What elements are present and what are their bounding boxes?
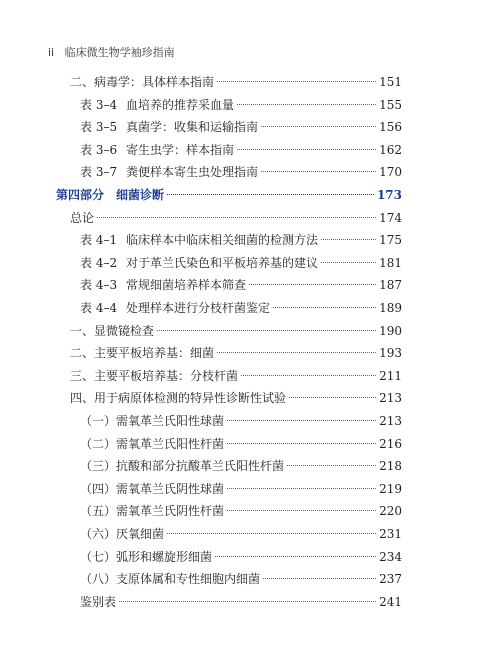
toc-part-heading[interactable] [56,184,402,206]
toc-entry[interactable] [80,297,402,319]
toc-entry[interactable] [70,342,402,364]
toc-page-number: 220 [379,504,402,519]
toc-entry[interactable] [80,94,402,116]
toc-page-number: 213 [379,414,402,428]
toc-entry[interactable] [80,274,402,296]
toc-page-number: 231 [379,527,402,541]
toc-table-number: 表 3–5 [80,120,118,135]
toc-entry[interactable] [80,410,402,432]
toc-entry-label: 二、病毒学：具体样本指南 [70,75,215,89]
toc-page-number: 156 [379,120,402,135]
toc-table-number: 表 3–6 [80,142,118,157]
toc-entry-label: （七）弧形和螺旋形细菌 [80,549,213,564]
toc-entry-title: 对于革兰氏染色和平板培养基的建议 [126,255,319,270]
toc-entry-title: 真菌学：收集和运输指南 [126,120,259,135]
book-title: 临床微生物学袖珍指南 [64,46,175,59]
toc-table-number: 表 4–3 [80,278,118,293]
toc-entry[interactable] [80,139,402,161]
toc-entry-label: （二）需氧革兰氏阳性杆菌 [80,436,225,451]
dot-leader [321,238,376,240]
toc-entry-label: 二、主要平板培养基：细菌 [70,346,215,361]
toc-entry-label: （三）抗酸和部分抗酸革兰氏阳性杆菌 [80,459,285,474]
dot-leader [227,487,376,489]
dot-leader [261,170,376,172]
toc-table-number: 表 3–4 [80,97,118,112]
toc-table-number: 表 3–7 [80,165,118,180]
toc-entry[interactable] [70,365,402,387]
toc-entry-title: 处理样本进行分枝杆菌鉴定 [126,301,271,315]
toc-entry-label: 四、用于病原体检测的特异性诊断性试验 [70,391,287,406]
toc-page-number: 237 [379,572,402,587]
toc-entry[interactable] [80,116,402,138]
toc-entry-label: 三、主要平板培养基：分枝杆菌 [70,368,239,383]
toc-entry[interactable] [70,387,402,409]
toc-entry[interactable] [80,500,402,522]
dot-leader [273,306,376,308]
toc-page-number: 190 [379,323,402,338]
toc-page-number: 155 [379,97,402,112]
toc-page-number: 193 [379,346,402,361]
toc-entry[interactable] [80,546,402,568]
dot-leader [241,374,376,376]
toc-entry-label: （六）厌氧细菌 [80,527,165,541]
toc-page-number: 187 [379,278,402,293]
toc-entry-title: 常规细菌培养样本筛查 [126,278,247,293]
toc-page-number: 234 [379,549,402,564]
toc-page-number: 173 [376,188,402,202]
toc-entry-title: 血培养的推荐采血量 [126,97,235,112]
toc-entry[interactable] [80,591,402,613]
toc-entry-label [80,94,234,116]
toc-entry-label: （四）需氧革兰氏阴性球菌 [80,481,225,496]
toc-entry-title: 寄生虫学：样本指南 [126,142,235,157]
toc-entry[interactable] [70,71,402,93]
dot-leader [321,261,376,263]
toc-entry[interactable] [70,207,402,229]
dot-leader [287,464,376,466]
toc-entry[interactable] [80,523,402,545]
toc-page-number: 241 [379,594,402,609]
toc-entry[interactable] [80,478,402,500]
dot-leader [215,555,376,557]
toc-entry[interactable] [80,161,402,183]
dot-leader [167,532,376,534]
toc-entry-title: 临床样本中临床相关细菌的检测方法 [126,233,319,248]
toc-table-number: 表 4–2 [80,255,118,270]
toc-page-number: 219 [379,481,402,496]
toc-page-number: 216 [379,436,402,451]
toc-entry-label: 总论 [70,210,95,225]
toc-entry-title: 粪便样本寄生虫处理指南 [126,165,259,180]
dot-leader [167,193,374,195]
toc-entry-label: （五）需氧革兰氏阴性杆菌 [80,504,225,519]
toc-page-number: 175 [379,233,402,248]
toc-entry-label [80,252,318,274]
dot-leader [119,600,376,602]
page-number: ii [48,46,55,59]
toc-entry-label [80,139,234,161]
dot-leader [289,396,376,398]
toc-entry-label [80,297,270,319]
toc-page-number: 218 [379,459,402,474]
toc-entry[interactable] [80,252,402,274]
toc-table-number: 表 4–1 [80,233,118,248]
toc-page-number: 213 [379,391,402,406]
toc-entry-label: 第四部分 细菌诊断 [56,188,165,202]
dot-leader [261,125,376,127]
toc-page-number: 174 [379,210,402,225]
dot-leader [237,148,376,150]
toc-entry[interactable] [80,433,402,455]
toc-entry-label: （一）需氧革兰氏阳性球菌 [80,414,225,428]
dot-leader [263,577,376,579]
dot-leader [237,103,376,105]
dot-leader [227,419,376,421]
toc-entry[interactable] [70,320,402,342]
dot-leader [217,351,376,353]
toc-entry-label [80,274,246,296]
toc-entry-label: 鉴别表 [80,594,117,609]
dot-leader [227,442,376,444]
running-header [48,44,175,60]
toc-entry-label [80,116,258,138]
toc-page-number: 189 [379,301,402,315]
toc-page-number: 211 [379,368,402,383]
dot-leader [227,509,376,511]
toc-entry[interactable] [80,568,402,590]
toc-page-number: 181 [379,255,402,270]
toc-page-number: 170 [379,165,402,180]
toc-page-number: 151 [379,75,402,89]
toc-entry[interactable] [80,229,402,251]
dot-leader [217,80,376,82]
toc-entry-label [80,229,318,251]
dot-leader [97,216,376,218]
toc-table-number: 表 4–4 [80,301,118,315]
toc-entry-label: 一、显微镜检查 [70,323,155,338]
toc-entry-label: （八）支原体属和专性细胞内细菌 [80,572,261,587]
toc-entry-label [80,161,258,183]
toc-page-number: 162 [379,142,402,157]
dot-leader [157,329,376,331]
toc-entry[interactable] [80,455,402,477]
dot-leader [249,283,376,285]
